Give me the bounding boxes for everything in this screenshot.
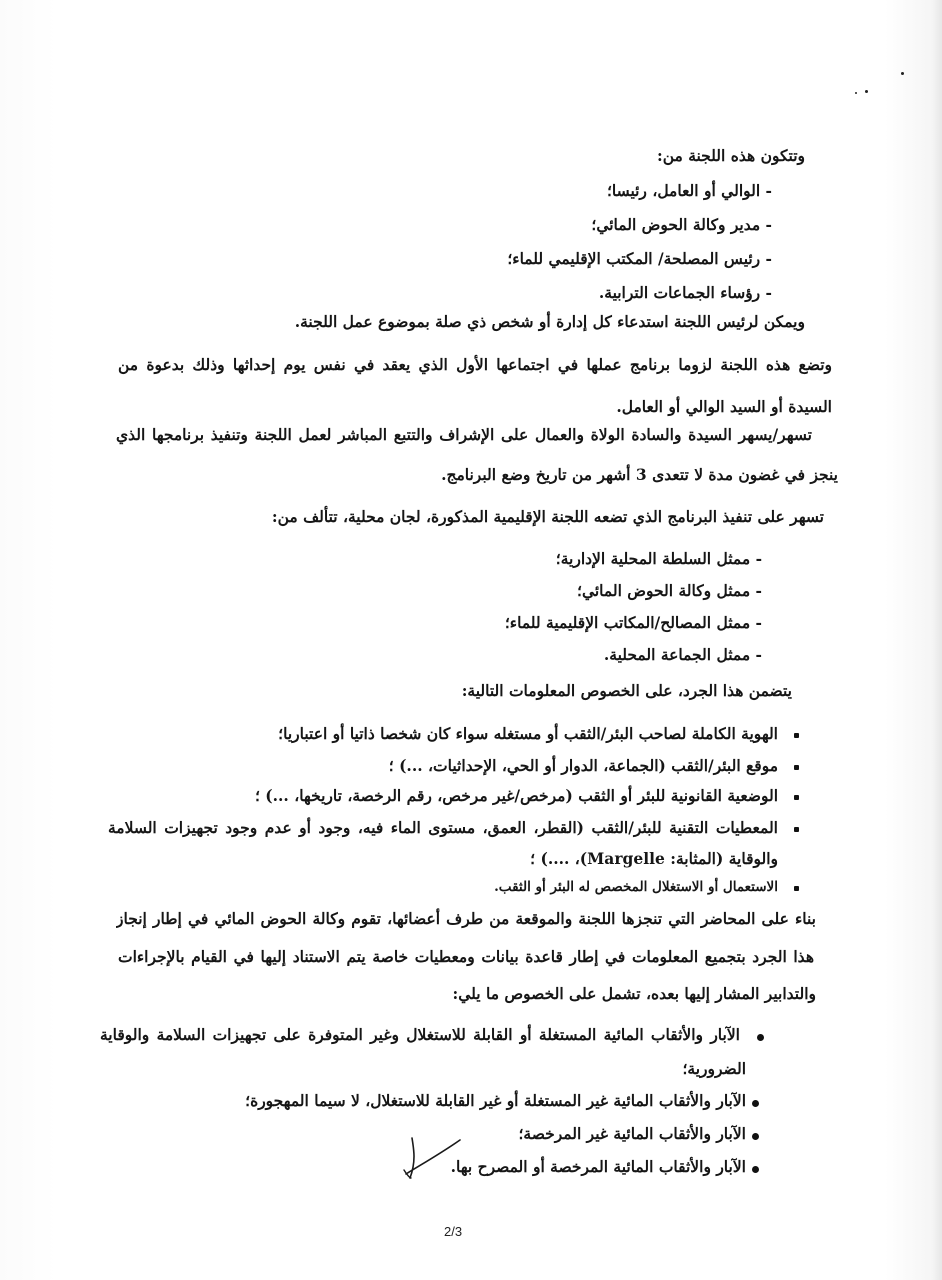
bullet-square-icon [794,886,799,891]
scan-speck [865,90,868,93]
committee-oversight-line2: ينجز في غضون مدة لا تتعدى 3 أشهر من تاريخ وضع البرنامج. [441,465,838,484]
bullet-square-icon [794,765,799,770]
page-number: 2/3 [444,1224,463,1239]
minutes-line3: والتدابير المشار إليها بعده، تشمل على الخصوص ما يلي: [452,984,816,1003]
committee-intro: وتتكون هذه اللجنة من: [656,146,805,165]
minutes-bullet: الآبار والأثقاب المائية المرخصة أو المصرح بها. [450,1157,746,1176]
inventory-item-continuation: والوقاية (المثابة: Margelle)، ....) ؛ [530,849,778,868]
committee-oversight-line1: تسهر/يسهر السيدة والسادة الولاة والعمال على الإشراف والتتبع المباشر لعمل اللجنة وتنفيذ برنامجها الذي [116,425,812,444]
local-member: - ممثل السلطة المحلية الإدارية؛ [555,549,762,568]
local-member: - ممثل الجماعة المحلية. [603,645,762,664]
minutes-bullet: الآبار والأثقاب المائية غير المرخصة؛ [518,1124,746,1143]
inventory-item: الاستعمال أو الاستغلال المخصص له البئر أو الثقب. [494,879,778,895]
committee-member: - مدير وكالة الحوض المائي؛ [591,215,772,234]
bullet-circle-icon [752,1166,759,1173]
inventory-item: المعطيات التقنية للبئر/الثقب (القطر، العمق، مستوى الماء فيه، وجود أو عدم وجود تجهيزات السلامة [108,818,778,837]
bullet-square-icon [794,827,799,832]
bullet-square-icon [794,795,799,800]
scan-edge-shadow [932,0,942,1280]
inventory-item: الوضعية القانونية للبئر أو الثقب (مرخص/غير مرخص، رقم الرخصة، تاريخها، ...) ؛ [254,786,778,805]
bullet-circle-icon [752,1100,759,1107]
committee-program-line1: وتضع هذه اللجنة لزوما برنامج عملها في اجتماعها الأول الذي يعقد في نفس يوم إحداثها وذلك بدعوة من [118,355,832,374]
committee-program-line2: السيدة أو السيد الوالي أو العامل. [616,397,832,416]
local-member: - ممثل المصالح/المكاتب الإقليمية للماء؛ [504,613,762,632]
committee-invite: ويمكن لرئيس اللجنة استدعاء كل إدارة أو شخص ذي صلة بموضوع عمل اللجنة. [294,312,805,331]
minutes-line1: بناء على المحاضر التي تنجزها اللجنة والموقعة من طرف أعضائها، تقوم وكالة الحوض المائي في إطار إنجاز [116,909,816,928]
minutes-line2: هذا الجرد بتجميع المعلومات في إطار قاعدة بيانات ومعطيات خاصة يتم الاستناد إليها في القيام بالإجراءات [118,947,814,966]
bullet-square-icon [794,733,799,738]
bullet-circle-icon [757,1034,764,1041]
inventory-intro: يتضمن هذا الجرد، على الخصوص المعلومات التالية: [461,681,792,700]
local-member: - ممثل وكالة الحوض المائي؛ [577,581,762,600]
committee-member: - الوالي أو العامل، رئيسا؛ [606,181,772,200]
minutes-bullet: الآبار والأثقاب المائية غير المستغلة أو غير القابلة للاستغلال، لا سيما المهجورة؛ [245,1091,746,1110]
inventory-item: موقع البئر/الثقب (الجماعة، الدوار أو الحي، الإحداثيات، ...) ؛ [388,756,778,775]
minutes-bullet: الآبار والأثقاب المائية المستغلة أو القابلة للاستغلال وغير المتوفرة على تجهيزات السلامة والوقاية [100,1025,740,1044]
committee-member: - رؤساء الجماعات الترابية. [598,283,772,302]
handwritten-initial-mark [398,1134,468,1184]
minutes-bullet-continuation: الضرورية؛ [682,1059,746,1078]
scan-speck [855,92,857,94]
inventory-item: الهوية الكاملة لصاحب البئر/الثقب أو مستغله سواء كان شخصا ذاتيا أو اعتباريا؛ [278,724,778,743]
scan-speck [901,72,904,75]
committee-member: - رئيس المصلحة/ المكتب الإقليمي للماء؛ [507,249,772,268]
local-intro: تسهر على تنفيذ البرنامج الذي تضعه اللجنة الإقليمية المذكورة، لجان محلية، تتألف من: [271,507,824,526]
bullet-circle-icon [752,1133,759,1140]
